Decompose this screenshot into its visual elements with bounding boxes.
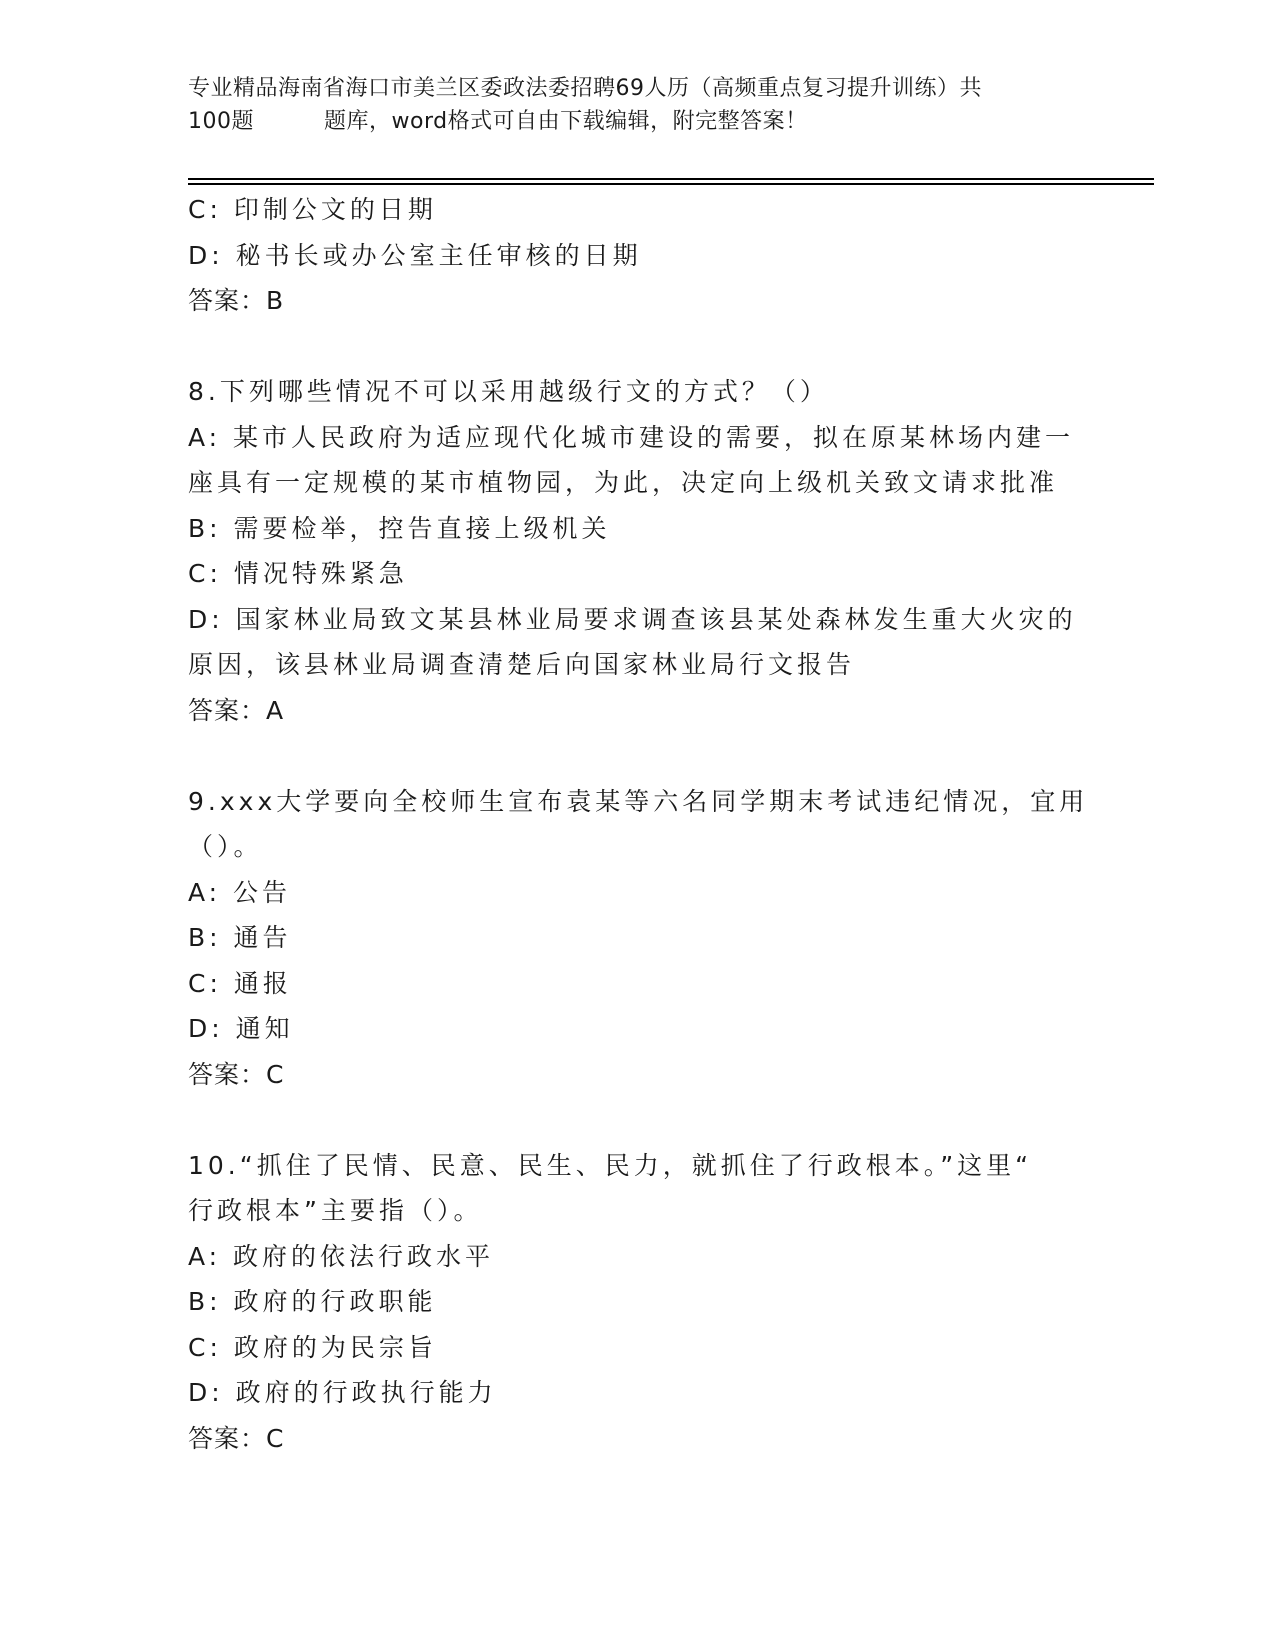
answer: 答案：A (188, 695, 285, 725)
option-a: A: 公告 (188, 877, 292, 907)
question-8 (188, 369, 1088, 733)
option-a-continued: 座具有一定规模的某市植物园，为此，决定向上级机关致文请求批准 (188, 468, 1059, 497)
option-d: D: 秘书长或办公室主任审核的日期 (188, 240, 642, 270)
option-c: C: 通报 (188, 968, 292, 998)
header-rule-bottom (188, 183, 1154, 185)
answer: 答案：B (188, 286, 285, 315)
option-d: D: 政府的行政执行能力 (188, 1378, 497, 1407)
option-a: A: 某市人民政府为适应现代化城市建设的需要，拟在原某林场内建一 (188, 422, 1075, 452)
header-title-line-1: 专业精品海南省海口市美兰区委政法委招聘69人历（高频重点复习提升训练）共 (188, 76, 982, 101)
option-c: C: 印制公文的日期 (188, 195, 437, 224)
header-subtitle: 题库，word格式可自由下载编辑，附完整答案！ (324, 109, 808, 134)
option-d: D: 国家林业局致文某县林业局要求调查该县某处森林发生重大火灾的 (188, 604, 1077, 634)
option-b: B: 通告 (188, 923, 292, 952)
answer: 答案：C (188, 1059, 285, 1089)
header-rule-top (188, 178, 1154, 180)
option-c: C: 情况特殊紧急 (188, 559, 408, 588)
header-question-count: 100题 (188, 109, 254, 134)
question-stem-continued: （）。 (188, 832, 263, 861)
question-stem: 8.下列哪些情况不可以采用越级行文的方式？（） (188, 377, 829, 406)
question-stem-continued: 行政根本”主要指（）。 (188, 1196, 483, 1225)
option-b: B: 需要检举，控告直接上级机关 (188, 513, 611, 543)
option-b: B: 政府的行政职能 (188, 1287, 437, 1316)
header-title-line-2 (188, 105, 1088, 138)
question-content (188, 187, 1088, 1461)
question-9 (188, 779, 1088, 1098)
option-d: D: 通知 (188, 1014, 294, 1043)
question-stem: 9.xxx大学要向全校师生宣布袁某等六名同学期末考试违纪情况，宜用 (188, 786, 1089, 816)
option-d-continued: 原因，该县林业局调查清楚后向国家林业局行文报告 (188, 650, 856, 679)
option-a: A: 政府的依法行政水平 (188, 1241, 495, 1271)
option-c: C: 政府的为民宗旨 (188, 1332, 437, 1362)
question-10 (188, 1143, 1088, 1462)
answer: 答案：C (188, 1423, 285, 1453)
question-stem: 10.“抓住了民情、民意、民生、民力，就抓住了行政根本。”这里“ (188, 1150, 1033, 1180)
document-header (188, 72, 1088, 138)
